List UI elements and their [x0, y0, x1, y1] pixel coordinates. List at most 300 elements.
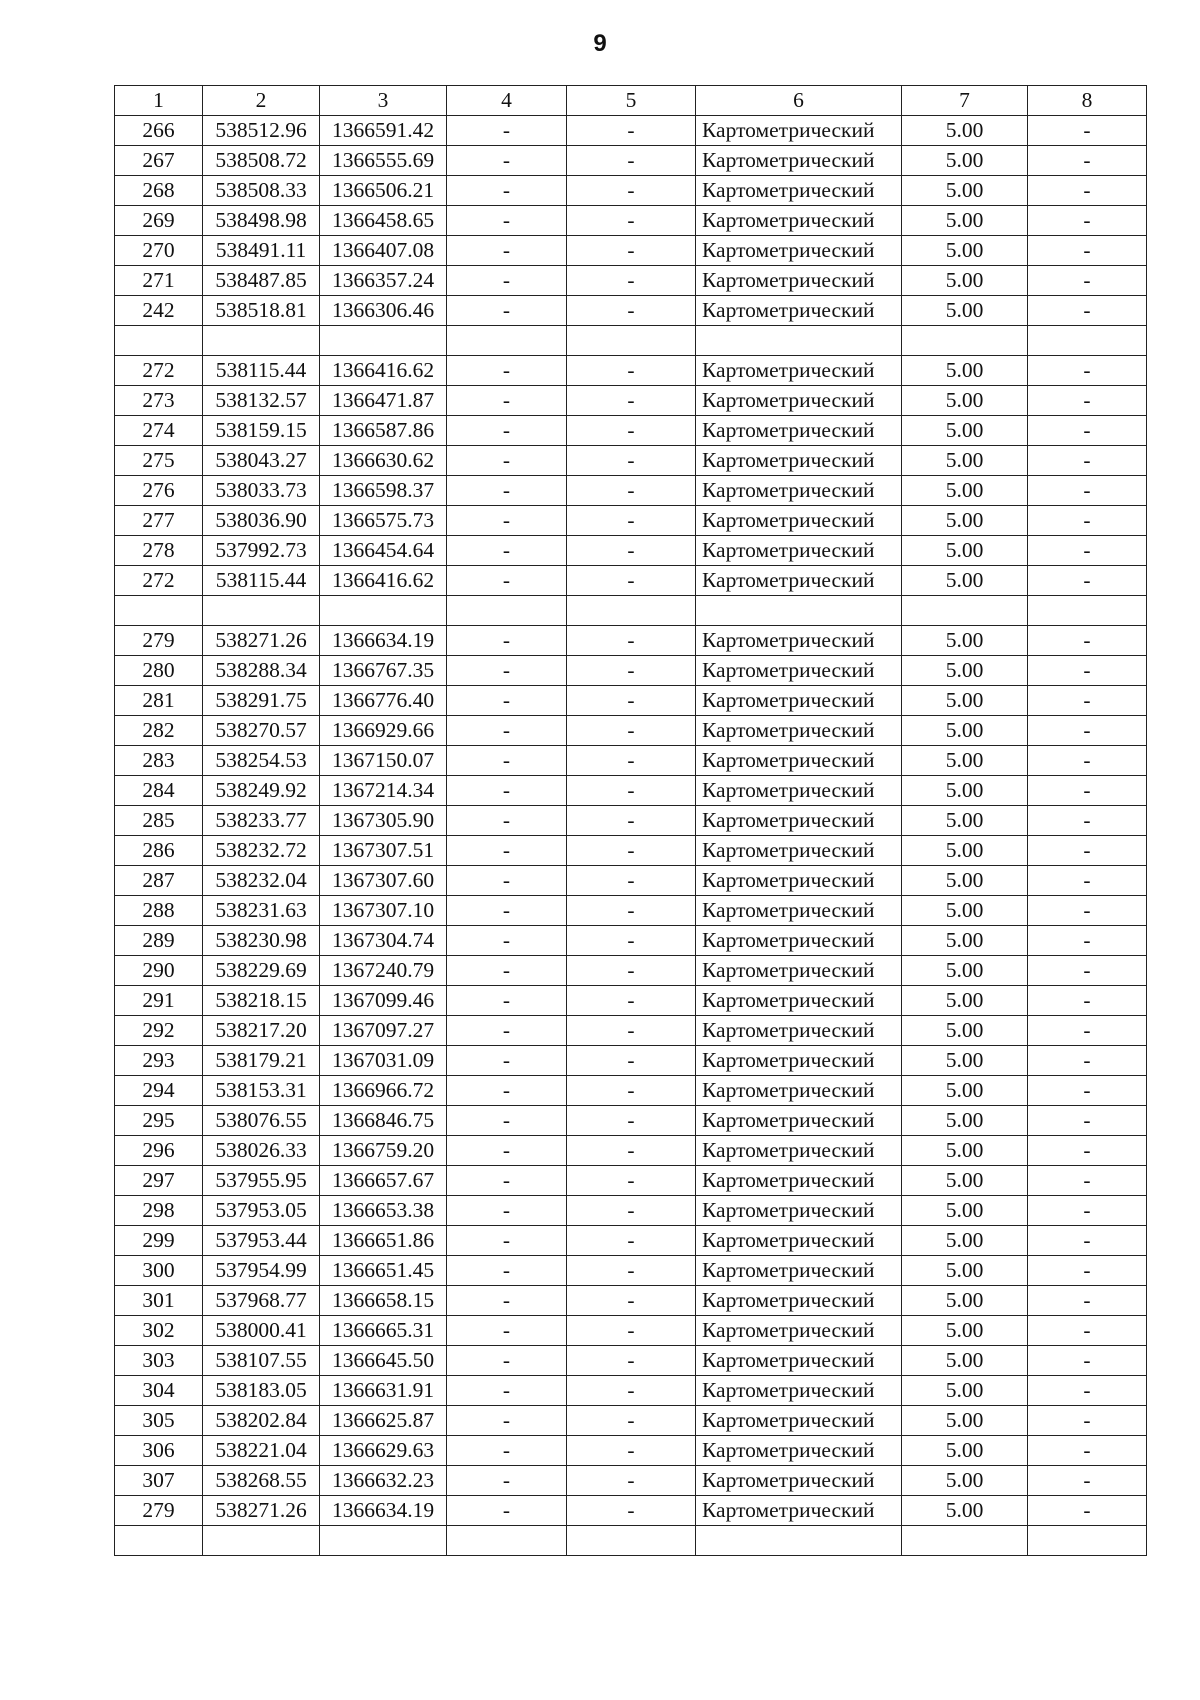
cell-col-8: -	[1028, 1076, 1147, 1106]
cell-col-8: -	[1028, 896, 1147, 926]
table-row	[115, 476, 1147, 506]
cell-accuracy: 5.00	[902, 836, 1028, 866]
cell-accuracy: 5.00	[902, 1436, 1028, 1466]
cell-col-5: -	[567, 986, 696, 1016]
cell-col-5: -	[567, 866, 696, 896]
cell-point-number: 305	[115, 1406, 203, 1436]
cell-x-coordinate: 538498.98	[203, 206, 320, 236]
cell-point-number: 298	[115, 1196, 203, 1226]
table-row	[115, 746, 1147, 776]
cell-col-5: -	[567, 1466, 696, 1496]
table-row	[115, 1466, 1147, 1496]
cell-col-5: -	[567, 1346, 696, 1376]
empty-cell	[1028, 1526, 1147, 1556]
cell-col-8: -	[1028, 1406, 1147, 1436]
empty-cell	[115, 326, 203, 356]
cell-col-5: -	[567, 1496, 696, 1526]
table-row	[115, 1016, 1147, 1046]
cell-col-5: -	[567, 536, 696, 566]
cell-col-4: -	[447, 1346, 567, 1376]
cell-col-4: -	[447, 836, 567, 866]
cell-col-4: -	[447, 296, 567, 326]
cell-y-coordinate: 1366645.50	[320, 1346, 447, 1376]
cell-x-coordinate: 538268.55	[203, 1466, 320, 1496]
cell-col-4: -	[447, 1316, 567, 1346]
cell-method: Картометрический	[696, 956, 902, 986]
table-row	[115, 926, 1147, 956]
cell-col-8: -	[1028, 806, 1147, 836]
coordinates-table	[114, 85, 1147, 1556]
cell-method: Картометрический	[696, 1076, 902, 1106]
cell-col-5: -	[567, 1106, 696, 1136]
cell-y-coordinate: 1366658.15	[320, 1286, 447, 1316]
cell-col-5: -	[567, 686, 696, 716]
cell-point-number: 307	[115, 1466, 203, 1496]
cell-y-coordinate: 1366407.08	[320, 236, 447, 266]
cell-method: Картометрический	[696, 926, 902, 956]
cell-col-8: -	[1028, 836, 1147, 866]
table-row	[115, 1346, 1147, 1376]
cell-x-coordinate: 538508.72	[203, 146, 320, 176]
table-row	[115, 956, 1147, 986]
table-row	[115, 566, 1147, 596]
cell-x-coordinate: 538132.57	[203, 386, 320, 416]
cell-method: Картометрический	[696, 1226, 902, 1256]
cell-x-coordinate: 537953.05	[203, 1196, 320, 1226]
cell-point-number: 297	[115, 1166, 203, 1196]
cell-accuracy: 5.00	[902, 626, 1028, 656]
cell-col-5: -	[567, 806, 696, 836]
cell-x-coordinate: 538000.41	[203, 1316, 320, 1346]
cell-col-4: -	[447, 206, 567, 236]
cell-col-8: -	[1028, 746, 1147, 776]
cell-col-4: -	[447, 566, 567, 596]
cell-accuracy: 5.00	[902, 686, 1028, 716]
cell-col-8: -	[1028, 176, 1147, 206]
cell-method: Картометрический	[696, 176, 902, 206]
column-header: 7	[902, 86, 1028, 116]
cell-accuracy: 5.00	[902, 986, 1028, 1016]
cell-method: Картометрический	[696, 1016, 902, 1046]
separator-row	[115, 596, 1147, 626]
cell-col-8: -	[1028, 356, 1147, 386]
cell-col-8: -	[1028, 1346, 1147, 1376]
empty-cell	[320, 1526, 447, 1556]
cell-y-coordinate: 1366929.66	[320, 716, 447, 746]
empty-cell	[320, 596, 447, 626]
table-row	[115, 686, 1147, 716]
cell-y-coordinate: 1366416.62	[320, 566, 447, 596]
cell-col-8: -	[1028, 416, 1147, 446]
cell-point-number: 293	[115, 1046, 203, 1076]
cell-col-8: -	[1028, 1256, 1147, 1286]
cell-x-coordinate: 538218.15	[203, 986, 320, 1016]
cell-point-number: 283	[115, 746, 203, 776]
cell-col-4: -	[447, 656, 567, 686]
table-row	[115, 1196, 1147, 1226]
cell-method: Картометрический	[696, 1466, 902, 1496]
cell-method: Картометрический	[696, 1046, 902, 1076]
table-row	[115, 296, 1147, 326]
cell-point-number: 295	[115, 1106, 203, 1136]
cell-col-4: -	[447, 866, 567, 896]
cell-accuracy: 5.00	[902, 176, 1028, 206]
cell-x-coordinate: 538232.04	[203, 866, 320, 896]
cell-col-8: -	[1028, 236, 1147, 266]
empty-cell	[447, 326, 567, 356]
cell-col-8: -	[1028, 296, 1147, 326]
cell-method: Картометрический	[696, 266, 902, 296]
cell-col-4: -	[447, 1256, 567, 1286]
cell-col-8: -	[1028, 116, 1147, 146]
cell-col-4: -	[447, 1376, 567, 1406]
column-header: 8	[1028, 86, 1147, 116]
table-row	[115, 506, 1147, 536]
cell-method: Картометрический	[696, 386, 902, 416]
cell-method: Картометрический	[696, 1196, 902, 1226]
cell-col-8: -	[1028, 716, 1147, 746]
cell-y-coordinate: 1366651.86	[320, 1226, 447, 1256]
cell-x-coordinate: 538254.53	[203, 746, 320, 776]
table-row	[115, 806, 1147, 836]
cell-method: Картометрический	[696, 536, 902, 566]
cell-y-coordinate: 1366506.21	[320, 176, 447, 206]
cell-col-4: -	[447, 1046, 567, 1076]
cell-x-coordinate: 538183.05	[203, 1376, 320, 1406]
empty-cell	[203, 1526, 320, 1556]
cell-accuracy: 5.00	[902, 716, 1028, 746]
cell-y-coordinate: 1367240.79	[320, 956, 447, 986]
cell-col-8: -	[1028, 686, 1147, 716]
cell-col-4: -	[447, 416, 567, 446]
cell-x-coordinate: 538270.57	[203, 716, 320, 746]
cell-x-coordinate: 538232.72	[203, 836, 320, 866]
empty-cell	[567, 326, 696, 356]
cell-method: Картометрический	[696, 626, 902, 656]
cell-x-coordinate: 538230.98	[203, 926, 320, 956]
cell-col-4: -	[447, 446, 567, 476]
cell-col-8: -	[1028, 1106, 1147, 1136]
table-row	[115, 386, 1147, 416]
cell-x-coordinate: 537968.77	[203, 1286, 320, 1316]
table-row	[115, 356, 1147, 386]
cell-y-coordinate: 1366759.20	[320, 1136, 447, 1166]
table-row	[115, 176, 1147, 206]
cell-point-number: 306	[115, 1436, 203, 1466]
cell-x-coordinate: 538076.55	[203, 1106, 320, 1136]
cell-accuracy: 5.00	[902, 1256, 1028, 1286]
cell-x-coordinate: 537955.95	[203, 1166, 320, 1196]
cell-y-coordinate: 1366632.23	[320, 1466, 447, 1496]
cell-point-number: 302	[115, 1316, 203, 1346]
cell-col-8: -	[1028, 1226, 1147, 1256]
cell-x-coordinate: 538249.92	[203, 776, 320, 806]
table-row	[115, 206, 1147, 236]
cell-x-coordinate: 538221.04	[203, 1436, 320, 1466]
cell-col-5: -	[567, 776, 696, 806]
cell-col-8: -	[1028, 1196, 1147, 1226]
empty-cell	[320, 326, 447, 356]
cell-accuracy: 5.00	[902, 506, 1028, 536]
cell-point-number: 299	[115, 1226, 203, 1256]
cell-point-number: 290	[115, 956, 203, 986]
cell-y-coordinate: 1367307.51	[320, 836, 447, 866]
column-header: 3	[320, 86, 447, 116]
empty-cell	[567, 1526, 696, 1556]
cell-point-number: 277	[115, 506, 203, 536]
table-row	[115, 446, 1147, 476]
cell-method: Картометрический	[696, 1286, 902, 1316]
table-row	[115, 1316, 1147, 1346]
cell-accuracy: 5.00	[902, 776, 1028, 806]
cell-col-8: -	[1028, 476, 1147, 506]
cell-col-5: -	[567, 146, 696, 176]
cell-accuracy: 5.00	[902, 446, 1028, 476]
cell-col-4: -	[447, 1106, 567, 1136]
cell-x-coordinate: 537954.99	[203, 1256, 320, 1286]
cell-point-number: 289	[115, 926, 203, 956]
cell-point-number: 242	[115, 296, 203, 326]
cell-y-coordinate: 1366416.62	[320, 356, 447, 386]
cell-x-coordinate: 538518.81	[203, 296, 320, 326]
cell-col-5: -	[567, 1406, 696, 1436]
cell-col-8: -	[1028, 1166, 1147, 1196]
table-row	[115, 866, 1147, 896]
table-row	[115, 626, 1147, 656]
cell-col-4: -	[447, 1286, 567, 1316]
cell-col-5: -	[567, 446, 696, 476]
cell-point-number: 285	[115, 806, 203, 836]
cell-col-5: -	[567, 1226, 696, 1256]
cell-col-8: -	[1028, 1136, 1147, 1166]
cell-col-4: -	[447, 536, 567, 566]
cell-col-5: -	[567, 176, 696, 206]
cell-x-coordinate: 538288.34	[203, 656, 320, 686]
cell-accuracy: 5.00	[902, 566, 1028, 596]
table-row	[115, 986, 1147, 1016]
cell-accuracy: 5.00	[902, 386, 1028, 416]
table-row	[115, 1136, 1147, 1166]
table-row	[115, 836, 1147, 866]
cell-col-5: -	[567, 896, 696, 926]
table-row	[115, 1046, 1147, 1076]
cell-accuracy: 5.00	[902, 1496, 1028, 1526]
cell-y-coordinate: 1366665.31	[320, 1316, 447, 1346]
cell-y-coordinate: 1366846.75	[320, 1106, 447, 1136]
cell-col-4: -	[447, 1406, 567, 1436]
cell-accuracy: 5.00	[902, 1106, 1028, 1136]
cell-x-coordinate: 538202.84	[203, 1406, 320, 1436]
cell-x-coordinate: 538179.21	[203, 1046, 320, 1076]
cell-col-8: -	[1028, 1436, 1147, 1466]
cell-col-4: -	[447, 1466, 567, 1496]
cell-y-coordinate: 1367214.34	[320, 776, 447, 806]
cell-col-4: -	[447, 806, 567, 836]
cell-col-4: -	[447, 356, 567, 386]
cell-y-coordinate: 1366555.69	[320, 146, 447, 176]
cell-method: Картометрический	[696, 356, 902, 386]
cell-y-coordinate: 1366306.46	[320, 296, 447, 326]
cell-y-coordinate: 1367150.07	[320, 746, 447, 776]
cell-x-coordinate: 537992.73	[203, 536, 320, 566]
cell-y-coordinate: 1366776.40	[320, 686, 447, 716]
cell-col-5: -	[567, 416, 696, 446]
cell-col-5: -	[567, 1316, 696, 1346]
cell-col-8: -	[1028, 776, 1147, 806]
cell-col-4: -	[447, 1166, 567, 1196]
cell-accuracy: 5.00	[902, 1316, 1028, 1346]
cell-y-coordinate: 1366471.87	[320, 386, 447, 416]
cell-method: Картометрический	[696, 416, 902, 446]
cell-col-5: -	[567, 956, 696, 986]
cell-point-number: 284	[115, 776, 203, 806]
cell-y-coordinate: 1366629.63	[320, 1436, 447, 1466]
cell-method: Картометрический	[696, 806, 902, 836]
cell-point-number: 275	[115, 446, 203, 476]
cell-y-coordinate: 1366630.62	[320, 446, 447, 476]
column-header: 2	[203, 86, 320, 116]
cell-col-4: -	[447, 626, 567, 656]
cell-y-coordinate: 1366657.67	[320, 1166, 447, 1196]
cell-accuracy: 5.00	[902, 866, 1028, 896]
cell-col-5: -	[567, 746, 696, 776]
cell-x-coordinate: 538043.27	[203, 446, 320, 476]
cell-col-8: -	[1028, 566, 1147, 596]
cell-method: Картометрический	[696, 566, 902, 596]
cell-accuracy: 5.00	[902, 1466, 1028, 1496]
cell-accuracy: 5.00	[902, 1076, 1028, 1106]
cell-col-8: -	[1028, 536, 1147, 566]
cell-col-4: -	[447, 266, 567, 296]
cell-accuracy: 5.00	[902, 1286, 1028, 1316]
cell-x-coordinate: 538107.55	[203, 1346, 320, 1376]
column-header: 1	[115, 86, 203, 116]
cell-method: Картометрический	[696, 656, 902, 686]
cell-col-4: -	[447, 956, 567, 986]
cell-y-coordinate: 1366966.72	[320, 1076, 447, 1106]
cell-col-5: -	[567, 116, 696, 146]
cell-col-8: -	[1028, 866, 1147, 896]
cell-col-5: -	[567, 716, 696, 746]
cell-accuracy: 5.00	[902, 1346, 1028, 1376]
cell-col-5: -	[567, 356, 696, 386]
table-row	[115, 236, 1147, 266]
table-row	[115, 416, 1147, 446]
cell-col-8: -	[1028, 626, 1147, 656]
table-row	[115, 716, 1147, 746]
cell-method: Картометрический	[696, 836, 902, 866]
cell-method: Картометрический	[696, 1106, 902, 1136]
empty-cell	[696, 596, 902, 626]
cell-col-5: -	[567, 506, 696, 536]
cell-method: Картометрический	[696, 146, 902, 176]
cell-y-coordinate: 1366634.19	[320, 626, 447, 656]
cell-point-number: 286	[115, 836, 203, 866]
table-row	[115, 1226, 1147, 1256]
cell-accuracy: 5.00	[902, 116, 1028, 146]
cell-col-4: -	[447, 1436, 567, 1466]
cell-y-coordinate: 1366575.73	[320, 506, 447, 536]
cell-x-coordinate: 538508.33	[203, 176, 320, 206]
empty-cell	[115, 596, 203, 626]
cell-accuracy: 5.00	[902, 536, 1028, 566]
cell-x-coordinate: 538487.85	[203, 266, 320, 296]
cell-accuracy: 5.00	[902, 1196, 1028, 1226]
cell-col-8: -	[1028, 1496, 1147, 1526]
cell-col-8: -	[1028, 1376, 1147, 1406]
cell-accuracy: 5.00	[902, 266, 1028, 296]
cell-col-4: -	[447, 776, 567, 806]
cell-col-8: -	[1028, 146, 1147, 176]
cell-col-4: -	[447, 686, 567, 716]
cell-accuracy: 5.00	[902, 806, 1028, 836]
empty-cell	[567, 596, 696, 626]
cell-x-coordinate: 538115.44	[203, 566, 320, 596]
cell-accuracy: 5.00	[902, 476, 1028, 506]
cell-point-number: 301	[115, 1286, 203, 1316]
cell-y-coordinate: 1367305.90	[320, 806, 447, 836]
cell-y-coordinate: 1367307.60	[320, 866, 447, 896]
separator-row	[115, 326, 1147, 356]
cell-col-4: -	[447, 476, 567, 506]
cell-y-coordinate: 1366653.38	[320, 1196, 447, 1226]
table-row	[115, 1256, 1147, 1286]
cell-col-4: -	[447, 1196, 567, 1226]
cell-accuracy: 5.00	[902, 1226, 1028, 1256]
cell-col-5: -	[567, 1286, 696, 1316]
cell-x-coordinate: 538271.26	[203, 626, 320, 656]
table-row	[115, 1406, 1147, 1436]
empty-cell	[696, 1526, 902, 1556]
cell-col-8: -	[1028, 506, 1147, 536]
cell-col-4: -	[447, 506, 567, 536]
cell-method: Картометрический	[696, 716, 902, 746]
empty-cell	[447, 1526, 567, 1556]
cell-accuracy: 5.00	[902, 1136, 1028, 1166]
table-row	[115, 1436, 1147, 1466]
cell-method: Картометрический	[696, 866, 902, 896]
cell-col-4: -	[447, 176, 567, 206]
cell-col-5: -	[567, 926, 696, 956]
table-row	[115, 896, 1147, 926]
table-row	[115, 1286, 1147, 1316]
cell-accuracy: 5.00	[902, 356, 1028, 386]
cell-x-coordinate: 538026.33	[203, 1136, 320, 1166]
cell-y-coordinate: 1366625.87	[320, 1406, 447, 1436]
cell-col-5: -	[567, 1256, 696, 1286]
cell-col-4: -	[447, 986, 567, 1016]
cell-col-8: -	[1028, 1046, 1147, 1076]
cell-point-number: 304	[115, 1376, 203, 1406]
cell-x-coordinate: 538153.31	[203, 1076, 320, 1106]
cell-col-4: -	[447, 896, 567, 926]
cell-col-5: -	[567, 1166, 696, 1196]
cell-x-coordinate: 538115.44	[203, 356, 320, 386]
table-row	[115, 266, 1147, 296]
cell-y-coordinate: 1367031.09	[320, 1046, 447, 1076]
cell-method: Картометрический	[696, 776, 902, 806]
cell-col-8: -	[1028, 206, 1147, 236]
cell-point-number: 270	[115, 236, 203, 266]
cell-method: Картометрический	[696, 296, 902, 326]
cell-col-5: -	[567, 626, 696, 656]
cell-point-number: 279	[115, 626, 203, 656]
cell-col-5: -	[567, 656, 696, 686]
cell-accuracy: 5.00	[902, 926, 1028, 956]
cell-x-coordinate: 538229.69	[203, 956, 320, 986]
cell-col-4: -	[447, 236, 567, 266]
table-row	[115, 656, 1147, 686]
